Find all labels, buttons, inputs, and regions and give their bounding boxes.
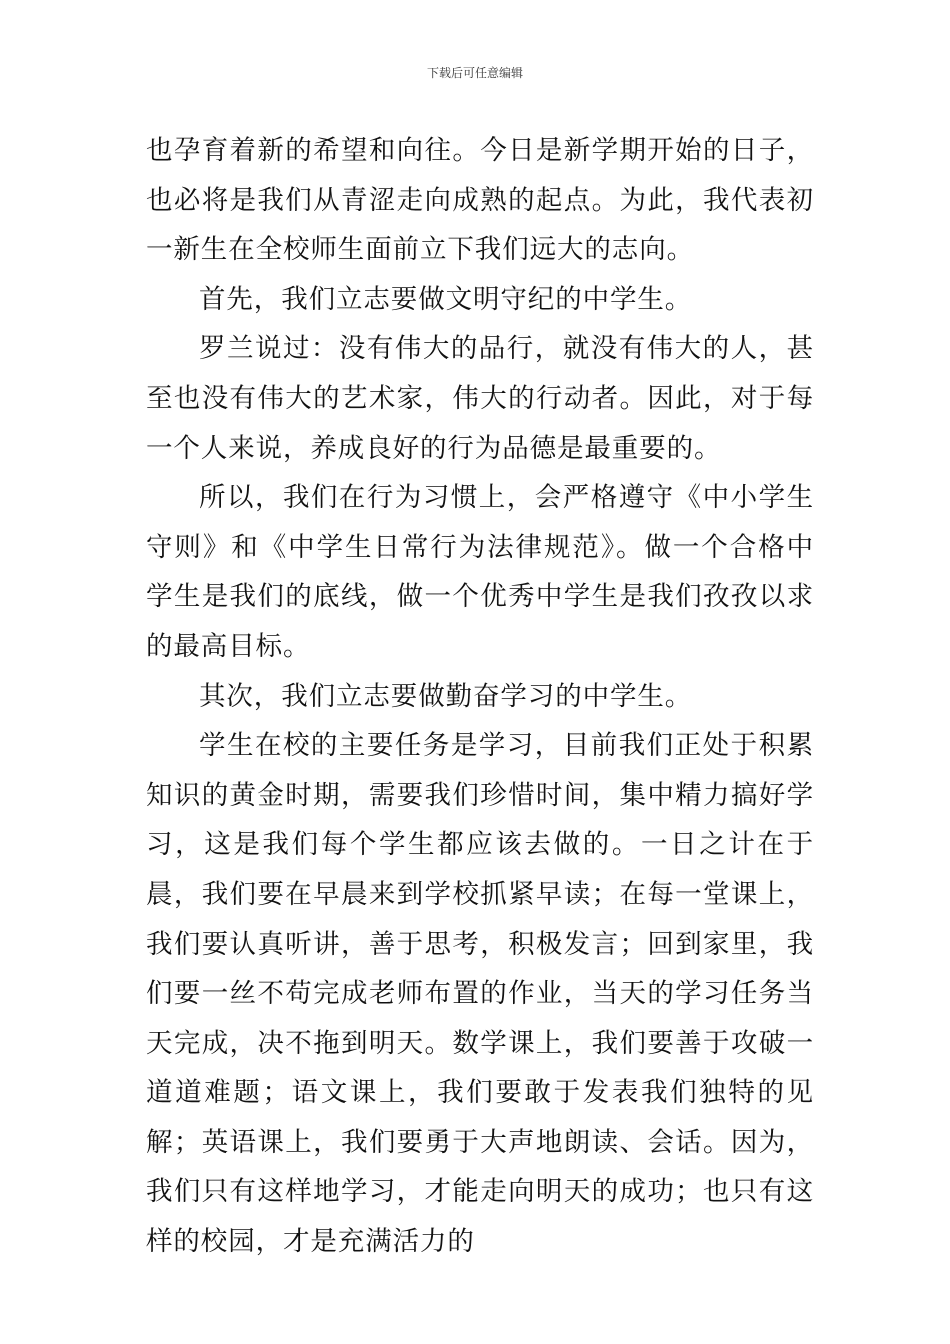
paragraph-continuation: 也孕育着新的希望和向往。今日是新学期开始的日子，也必将是我们从青涩走向成熟的起点。为此，我代表初一新生在全校师生面前立下我们远大的志向。 [146, 135, 814, 266]
page-header: 下载后可任意编辑 [426, 66, 523, 80]
paragraph-study-tasks: 学生在校的主要任务是学习，目前我们正处于积累知识的黄金时期，需要我们珍惜时间，集中精力搞好学习，这是我们每个学生都应该去做的。一日之计在于晨，我们要在早晨来到学校抓紧早读；在每一堂课上，我们要认真听讲，善于思考，积极发言；回到家里，我们要一丝不苟完成老师布置的作业，当天的学习任务当天完成，决不拖到明天。数学课上，我们要善于攻破一道道难题；语文课上，我们要敢于发表我们独特的见解；英语课上，我们要勇于大声地朗读、会话。因为，我们只有这样地学习，才能走向明天的成功；也只有这样的校园，才是充满活力的 [146, 730, 814, 1258]
paragraph-first-point: 首先，我们立志要做文明守纪的中学生。 [199, 283, 693, 315]
document-body [146, 126, 814, 1267]
paragraph-second-point: 其次，我们立志要做勤奋学习的中学生。 [199, 680, 693, 712]
paragraph-romain-rolland-quote: 罗兰说过：没有伟大的品行，就没有伟大的人，甚至也没有伟大的艺术家，伟大的行动者。因此，对于每一个人来说，养成良好的行为品德是最重要的。 [146, 333, 814, 464]
paragraph-code-of-conduct: 所以，我们在行为习惯上，会严格遵守《中小学生守则》和《中学生日常行为法律规范》。做一个合格中学生是我们的底线，做一个优秀中学生是我们孜孜以求的最高目标。 [146, 482, 814, 662]
